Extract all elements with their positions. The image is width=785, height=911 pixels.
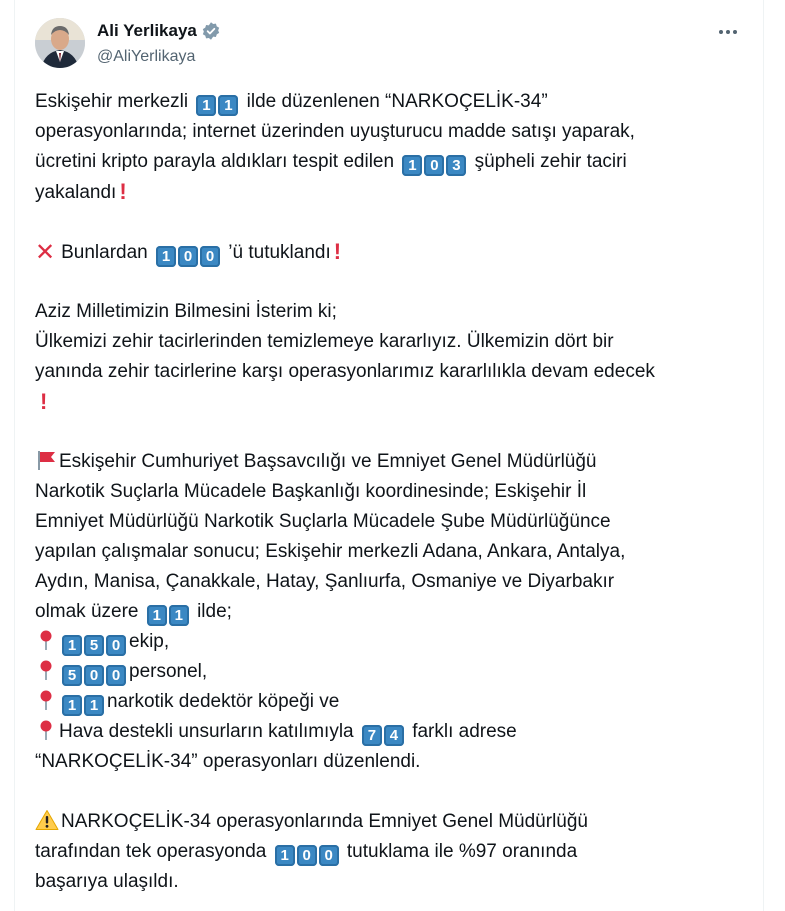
text-line: olmak üzere 1 1 ilde; bbox=[35, 601, 232, 624]
text-line: tarafından tek operasyonda 1 0 0 tutuklama ile %97 oranında bbox=[35, 841, 578, 864]
keycap-number: 1 0 0 bbox=[156, 246, 220, 267]
text-line: yapılan çalışmalar sonucu; Eskişehir merkezli Adana, Ankara, Antalya, bbox=[35, 541, 626, 562]
round-pushpin-icon bbox=[35, 629, 57, 651]
verified-badge-icon bbox=[201, 21, 221, 41]
more-options-icon[interactable] bbox=[711, 22, 745, 42]
text-line: 1 1 narkotik dedektör köpeği ve bbox=[35, 687, 750, 717]
keycap-number: 1 0 0 bbox=[275, 845, 339, 866]
keycap-number: 1 5 0 bbox=[62, 635, 126, 656]
red-flag-icon bbox=[35, 449, 57, 471]
exclamation-icon: ! bbox=[333, 239, 342, 264]
keycap-number: 1 0 3 bbox=[402, 155, 466, 176]
keycap-number: 1 1 bbox=[196, 95, 238, 116]
text-line: yakalandı ! bbox=[35, 177, 750, 207]
display-name-text[interactable]: Ali Yerlikaya bbox=[97, 21, 197, 40]
keycap-number: 1 1 bbox=[147, 605, 189, 626]
tweet-text bbox=[35, 87, 750, 897]
cross-mark-icon: ✕ bbox=[35, 239, 56, 266]
text-line: Aziz Milletimizin Bilmesini İsterim ki; bbox=[35, 301, 337, 322]
keycap-number: 1 1 bbox=[62, 695, 104, 716]
text-line: NARKOÇELİK-34 operasyonlarında Emniyet Genel Müdürlüğü bbox=[35, 807, 750, 837]
text-line: başarıya ulaşıldı. bbox=[35, 871, 179, 892]
text-line: Eskişehir merkezli 1 1 ilde düzenlenen “NARKOÇELİK-34” bbox=[35, 91, 548, 114]
author-info bbox=[97, 20, 221, 68]
text-line: Ülkemizi zehir tacirlerinden temizlemeye kararlıyız. Ülkemizin dört bir bbox=[35, 331, 614, 352]
text-line: Narkotik Suçlarla Mücadele Başkanlığı koordinesinde; Eskişehir İl bbox=[35, 481, 587, 502]
warning-icon bbox=[35, 809, 59, 831]
text-line: Emniyet Müdürlüğü Narkotik Suçlarla Mücadele Şube Müdürlüğünce bbox=[35, 511, 611, 532]
author-handle[interactable]: @AliYerlikaya bbox=[97, 48, 196, 65]
text-line: Hava destekli unsurların katılımıyla 7 4 farklı adrese bbox=[35, 717, 750, 747]
tweet-header bbox=[35, 18, 745, 70]
text-line: operasyonlarında; internet üzerinden uyuşturucu madde satışı yaparak, bbox=[35, 121, 635, 142]
keycap-number: 5 0 0 bbox=[62, 665, 126, 686]
text-line: 5 0 0 personel, bbox=[35, 657, 750, 687]
avatar[interactable] bbox=[35, 18, 85, 68]
round-pushpin-icon bbox=[35, 659, 57, 681]
round-pushpin-icon bbox=[35, 689, 57, 711]
exclamation-icon: ! bbox=[40, 389, 48, 414]
keycap-number: 7 4 bbox=[362, 725, 404, 746]
author-display-name[interactable] bbox=[97, 20, 221, 42]
text-line: ücretini kripto parayla aldıkları tespit edilen 1 0 3 şüpheli zehir taciri bbox=[35, 151, 627, 174]
exclamation-icon: ! bbox=[119, 179, 127, 204]
text-line: yanında zehir tacirlerine karşı operasyonlarımız kararlılıkla devam edecek bbox=[35, 361, 655, 382]
text-line: Aydın, Manisa, Çanakkale, Hatay, Şanlıurfa, Osmaniye ve Diyarbakır bbox=[35, 571, 615, 592]
text-line: ✕ Bunlardan 1 0 0 ’ü tutuklandı ! bbox=[35, 239, 342, 266]
text-line: Eskişehir Cumhuriyet Başsavcılığı ve Emniyet Genel Müdürlüğü bbox=[35, 447, 750, 477]
text-line: “NARKOÇELİK-34” operasyonları düzenlendi. bbox=[35, 751, 421, 772]
text-line bbox=[35, 387, 750, 417]
round-pushpin-icon bbox=[35, 719, 57, 741]
tweet-card bbox=[14, 0, 764, 911]
text-line: 1 5 0 ekip, bbox=[35, 627, 750, 657]
